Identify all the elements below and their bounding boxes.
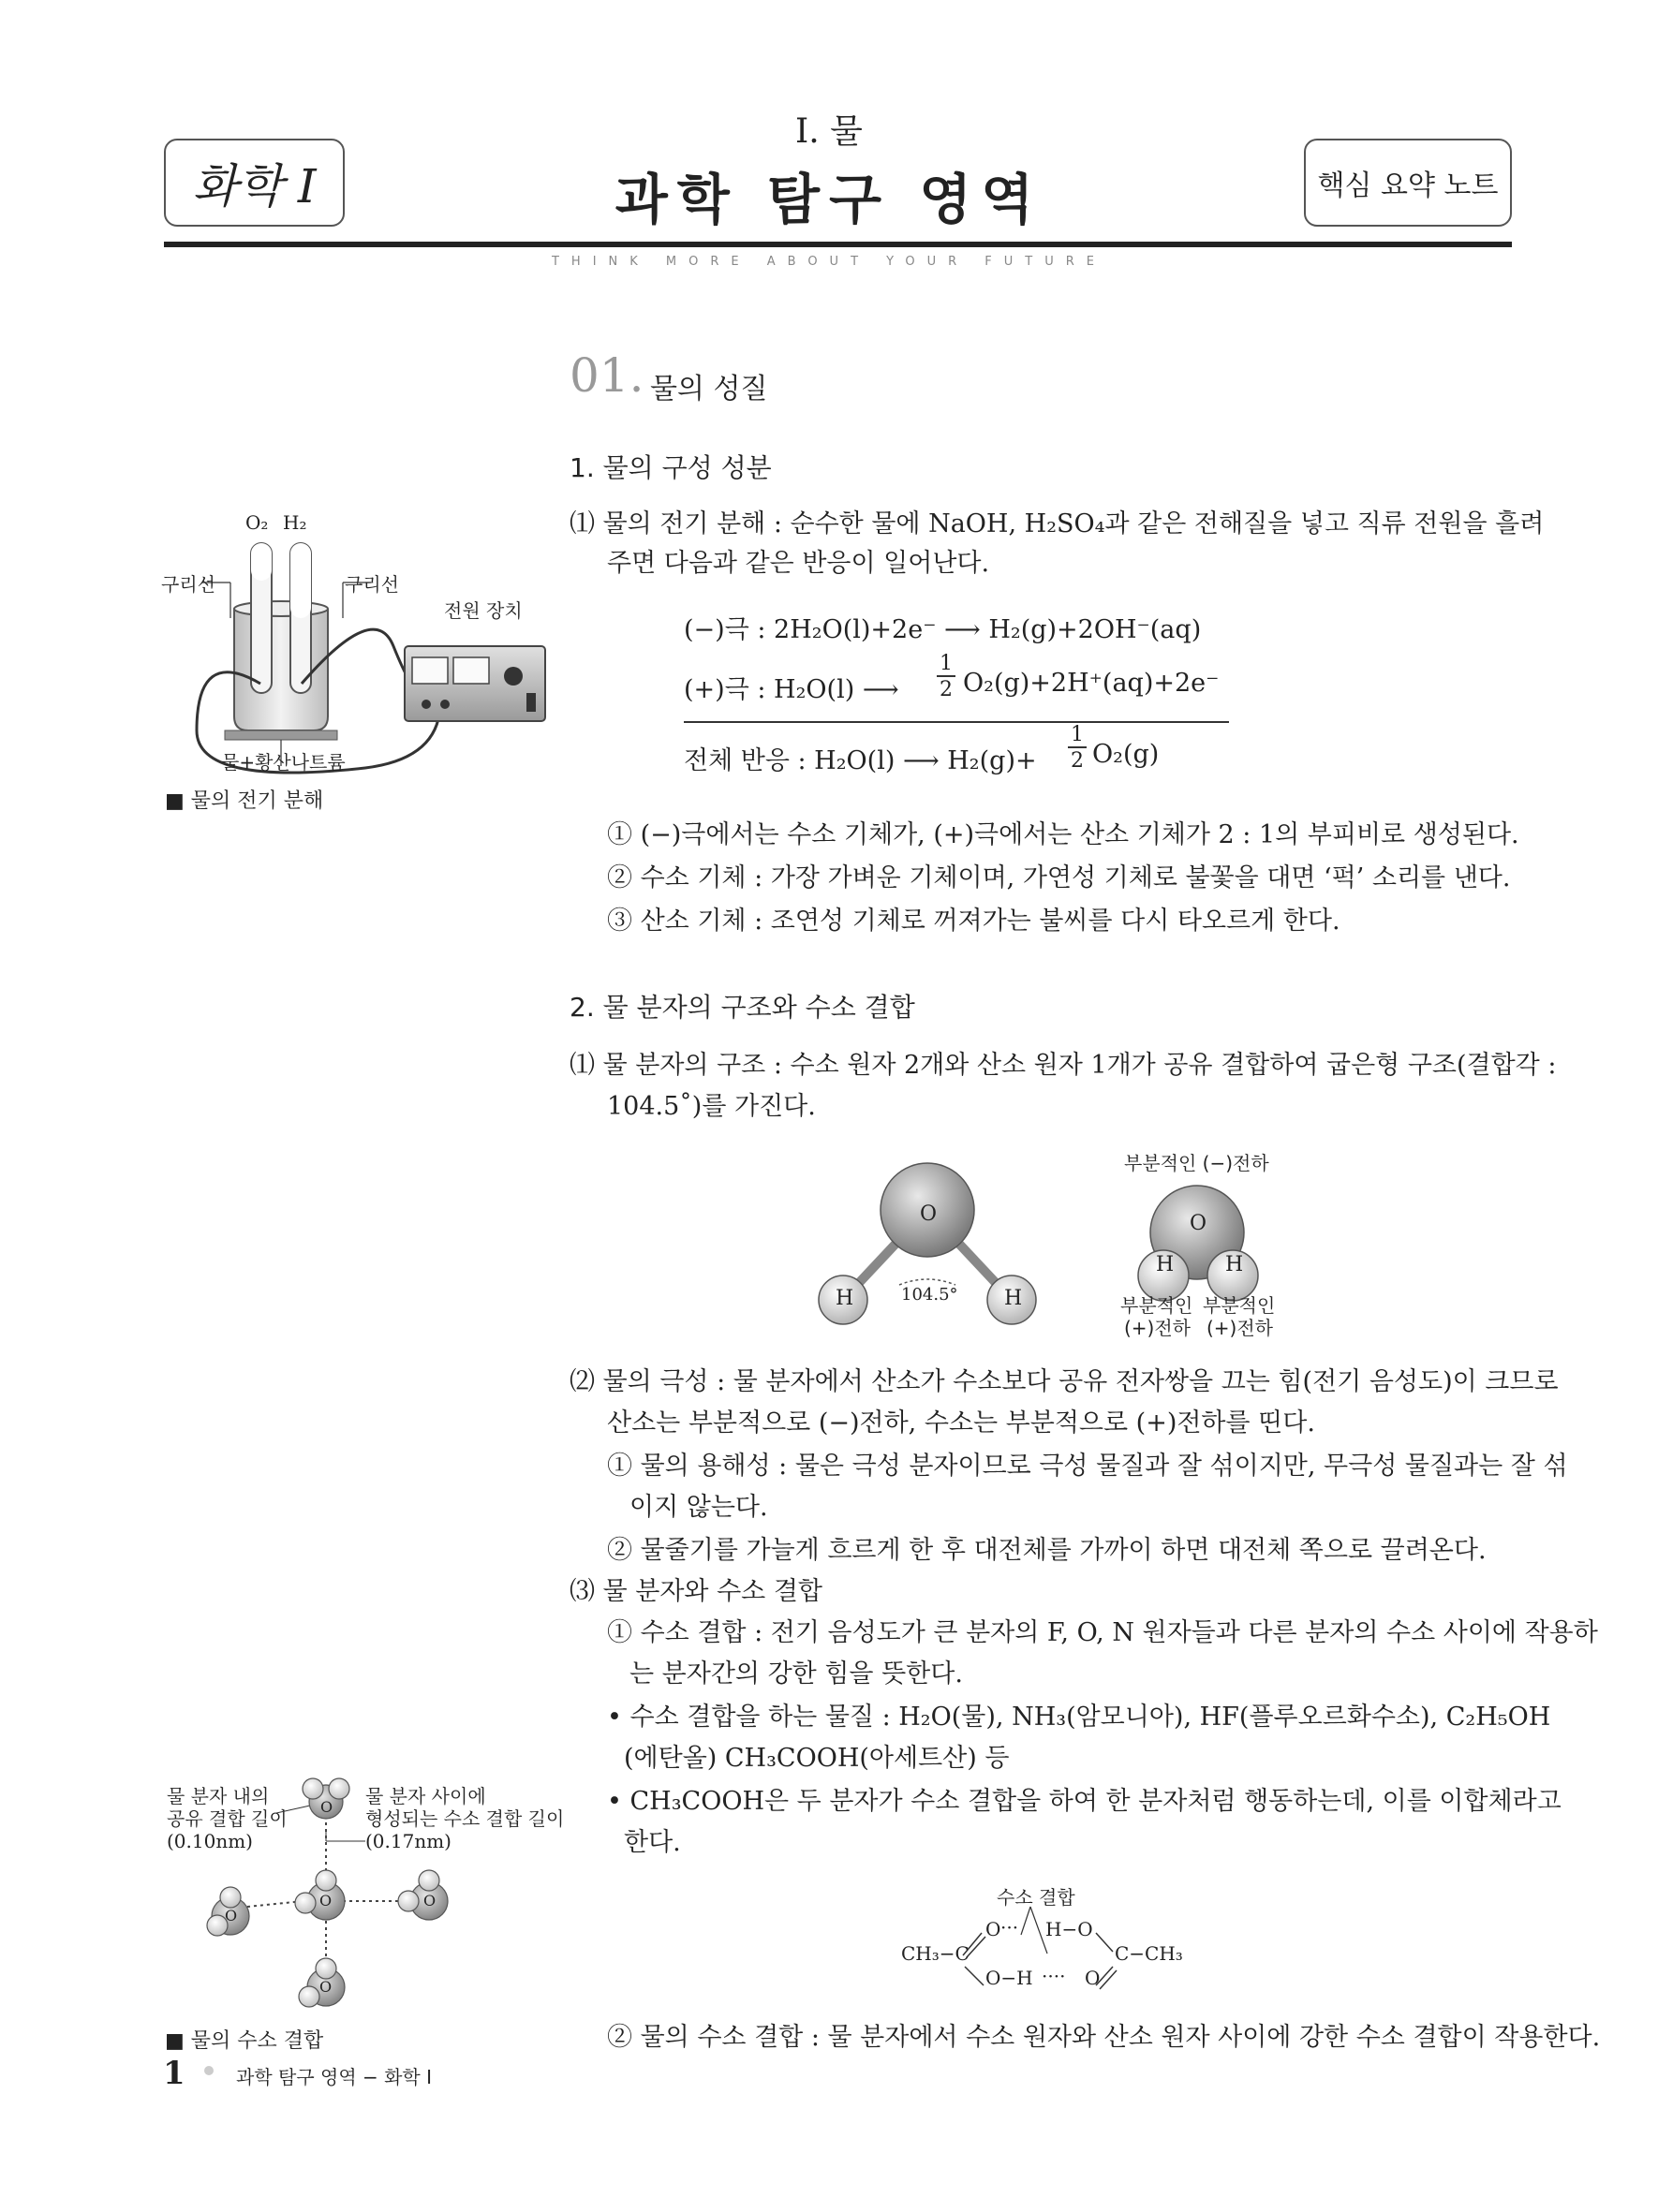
note-label: 핵심 요약 노트: [1317, 170, 1499, 202]
part2-item1-line2: 104.5˚)를 가진다.: [607, 1092, 816, 1121]
equation-total-left: 전체 반응 : H₂O(l) ⟶ H₂(g)+: [684, 746, 1037, 775]
net-o-center: O: [319, 1892, 333, 1910]
power-supply-knob: [504, 667, 523, 686]
bond-angle-label: 104.5°: [901, 1285, 958, 1305]
power-supply-label: 전원 장치: [444, 599, 523, 622]
hbond-left-label-1: 물 분자 내의: [167, 1785, 270, 1807]
section-title: 물의 성질: [650, 373, 768, 406]
electrolysis-caption: ■ 물의 전기 분해: [165, 789, 324, 813]
hydrogen-bond-def-line1: ① 수소 결합 : 전기 음성도가 큰 분자의 F, O, N 원자들과 다른 분자의 수소 사이에 작용하: [607, 1618, 1598, 1647]
terminal-negative: [422, 700, 431, 709]
net-o-bottom: O: [319, 1978, 333, 1996]
beaker-stand: [225, 730, 337, 740]
net-o-top: O: [320, 1798, 333, 1816]
h2-gas: [290, 543, 311, 618]
page-title: 과학 탐구 영역: [614, 168, 1044, 231]
solubility-line2: 이지 않는다.: [629, 1493, 768, 1522]
hbond-left-label-3: (0.10nm): [167, 1830, 253, 1852]
hydrogen-bond-caption: ■ 물의 수소 결합: [165, 2029, 324, 2053]
net-o-left: O: [225, 1907, 238, 1924]
subject-label: 화학 I: [192, 159, 317, 214]
molecule-h-left-label: H: [836, 1287, 854, 1310]
copper-wire-left-label: 구리선: [161, 573, 215, 596]
o2-label: O₂: [245, 511, 269, 534]
note-box: [1304, 139, 1512, 227]
part1-title: 1. 물의 구성 성분: [570, 452, 772, 483]
part1-point3: ③ 산소 기체 : 조연성 기체로 꺼져가는 불씨를 다시 타오르게 한다.: [607, 907, 1340, 936]
dimer-dots-bottom: ····: [1042, 1965, 1066, 1987]
section-number: 01.: [570, 348, 644, 403]
copper-wire-right-label: 구리선: [345, 573, 399, 596]
dimer-o-bottom-right: O: [1085, 1967, 1101, 1989]
hb-substances-line1: • 수소 결합을 하는 물질 : H₂O(물), NH₃(암모니아), HF(플루오르화수소), C₂H₅OH: [607, 1703, 1551, 1732]
part2-item1-line1: ⑴ 물 분자의 구조 : 수소 원자 2개와 산소 원자 1개가 공유 결합하여 굽은형 구조(결합각 :: [570, 1051, 1557, 1080]
equation-total-frac-num: 1: [1068, 723, 1087, 748]
hbond-left-label-2: 공유 결합 길이: [167, 1807, 288, 1830]
dimer-c-ch3-right: C−CH₃: [1115, 1942, 1183, 1965]
equation-total-frac-den: 2: [1071, 749, 1084, 773]
equation-anode-frac-den: 2: [940, 678, 953, 701]
partial-positive-left-b: (+)전하: [1124, 1317, 1192, 1339]
equation-anode-frac-num: 1: [937, 652, 955, 677]
solubility-line1: ① 물의 용해성 : 물은 극성 분자이므로 극성 물질과 잘 섞이지만, 무극성 물질과는 잘 섞: [607, 1452, 1568, 1481]
h2-label: H₂: [283, 511, 307, 534]
dimer-line2: 한다.: [624, 1828, 681, 1857]
c-o-single-bond-left: [965, 1967, 984, 1985]
dimer-h-o-top: H−O: [1045, 1918, 1093, 1940]
hbond-right-label-1: 물 분자 사이에: [365, 1785, 486, 1807]
dimer-dots-top: ···: [1000, 1916, 1019, 1939]
electrolysis-apparatus-figure: [159, 506, 571, 787]
hb-substances-line2: (에탄올) CH₃COOH(아세트산) 등: [624, 1744, 1010, 1773]
c-o-double-bond-right-2: [1100, 1970, 1117, 1989]
part1-point2: ② 수소 기체 : 가장 가벼운 기체이며, 가연성 기체로 불꽃을 대면 ‘퍽’ 소리를 낸다.: [607, 863, 1511, 892]
dimer-ch3-c-left: CH₃−C: [901, 1942, 970, 1965]
footer-text: 과학 탐구 영역 − 화학 Ⅰ: [236, 2066, 433, 2088]
partial-negative-label: 부분적인 (−)전하: [1124, 1152, 1269, 1174]
power-switch: [526, 693, 536, 712]
beaker-rim: [234, 601, 328, 616]
part2-item3: ⑶ 물 분자와 수소 결합: [570, 1577, 822, 1606]
part1-item1-line2: 주면 다음과 같은 반응이 일어난다.: [607, 549, 990, 578]
net-o-right: O: [423, 1892, 437, 1910]
sphere-h-right-label: H: [1225, 1253, 1244, 1276]
c-o-single-bond-right: [1096, 1933, 1113, 1952]
solution-label: 물+황산나트륨: [221, 751, 346, 774]
power-supply-meter-left: [412, 657, 448, 684]
equation-total-right: O₂(g): [1092, 740, 1160, 769]
part2-item2-line1: ⑵ 물의 극성 : 물 분자에서 산소가 수소보다 공유 전자쌍을 끄는 힘(전기 음성도)이 크므로: [570, 1367, 1559, 1396]
o2-gas: [251, 543, 272, 581]
hbond-pointer-right: [1021, 1907, 1030, 1935]
partial-positive-right-b: (+)전하: [1206, 1317, 1274, 1339]
molecule-h-right-label: H: [1004, 1287, 1023, 1310]
water-stream-line: ② 물줄기를 가늘게 흐르게 한 후 대전체를 가까이 하면 대전체 쪽으로 끌려온다.: [607, 1536, 1487, 1565]
hbond-right-label-3: (0.17nm): [365, 1830, 452, 1852]
hydrogen-bond-def-line2: 는 분자간의 강한 힘을 뜻한다.: [629, 1659, 963, 1688]
footer-dot: [204, 2066, 214, 2075]
header-rule: [164, 242, 1512, 247]
dimer-hbond-label: 수소 결합: [997, 1886, 1075, 1909]
equation-sum-rule: [684, 721, 1229, 723]
sphere-o-label: O: [1190, 1212, 1207, 1235]
dimer-o-top-left: O: [985, 1918, 1001, 1940]
terminal-positive: [440, 700, 450, 709]
part1-item1-line1: ⑴ 물의 전기 분해 : 순수한 물에 NaOH, H₂SO₄과 같은 전해질을 넣고 직류 전원을 흘려: [570, 509, 1545, 538]
sphere-h-left-label: H: [1156, 1253, 1175, 1276]
part1-point1: ① (−)극에서는 수소 기체가, (+)극에서는 산소 기체가 2 : 1의 부피비로 생성된다.: [607, 820, 1519, 849]
part2-title: 2. 물 분자의 구조와 수소 결합: [570, 992, 915, 1023]
water-hbond-line: ② 물의 수소 결합 : 물 분자에서 수소 원자와 산소 원자 사이에 강한 수소 결합이 작용한다.: [607, 2023, 1601, 2052]
equation-cathode: (−)극 : 2H₂O(l)+2e⁻ ⟶ H₂(g)+2OH⁻(aq): [684, 615, 1202, 644]
unit-label: I. 물: [795, 112, 863, 151]
part2-item2-line2: 산소는 부분적으로 (−)전하, 수소는 부분적으로 (+)전하를 띤다.: [607, 1408, 1315, 1438]
molecule-o-label: O: [920, 1202, 938, 1226]
hbond-right-label-2: 형성되는 수소 결합 길이: [365, 1807, 565, 1830]
dimer-o-h-bottom: O−H: [985, 1967, 1033, 1989]
page-number: 1: [163, 2055, 185, 2092]
partial-positive-left-a: 부분적인: [1120, 1294, 1193, 1317]
partial-positive-right-a: 부분적인: [1203, 1294, 1276, 1317]
equation-anode-left: (+)극 : H₂O(l) ⟶: [684, 675, 899, 704]
tagline: THINK MORE ABOUT YOUR FUTURE: [551, 255, 1106, 269]
power-supply-meter-right: [453, 657, 489, 684]
equation-anode-right: O₂(g)+2H⁺(aq)+2e⁻: [963, 669, 1220, 698]
dimer-line1: • CH₃COOH은 두 분자가 수소 결합을 하여 한 분자처럼 행동하는데, 이를 이합체라고: [607, 1787, 1562, 1816]
